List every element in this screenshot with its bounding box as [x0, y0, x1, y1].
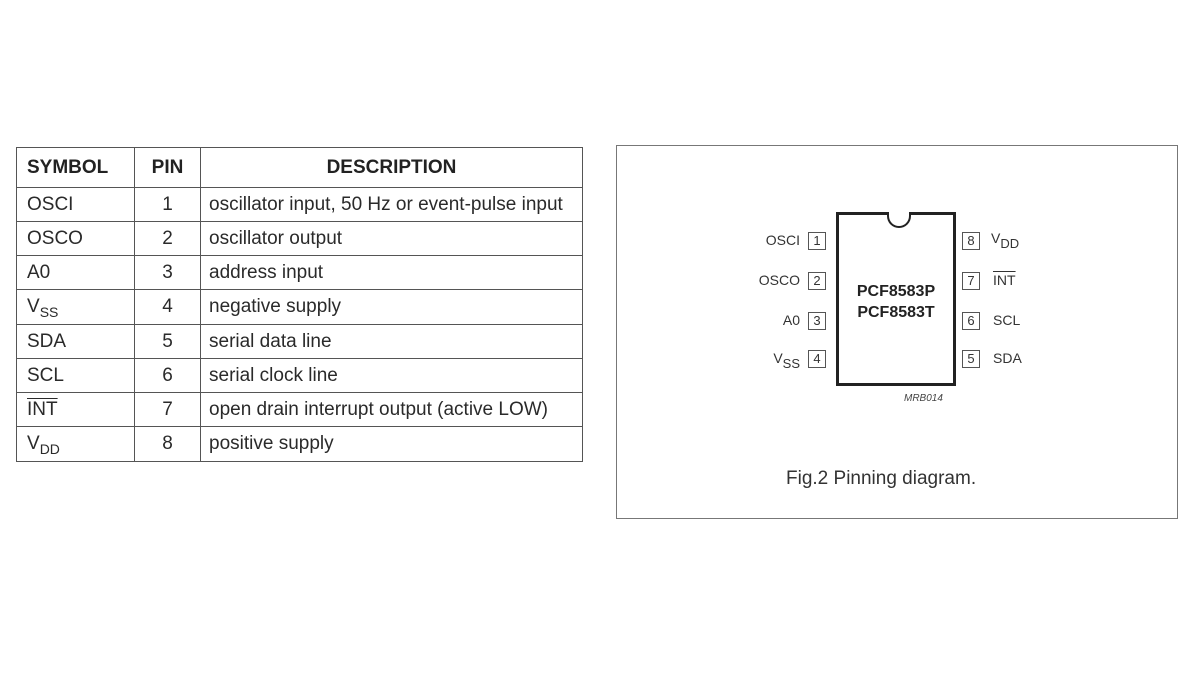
header-description: DESCRIPTION [201, 148, 583, 188]
pin-cell: 2 [135, 222, 201, 256]
symbol-cell: SDA [17, 325, 135, 359]
pin-cell: 8 [135, 427, 201, 462]
pin-label-a0: A0 [782, 312, 800, 328]
pin-cell: 4 [135, 290, 201, 325]
symbol-cell: OSCO [17, 222, 135, 256]
pin-label-vss [740, 350, 800, 371]
pin-label-osco: OSCO [758, 272, 800, 288]
pin-number-1: 1 [808, 232, 826, 250]
header-symbol: SYMBOL [17, 148, 135, 188]
symbol-subscript: SS [39, 304, 59, 320]
description-cell: positive supply [201, 427, 583, 462]
pin-number-3: 3 [808, 312, 826, 330]
pin-number-2: 2 [808, 272, 826, 290]
pin-label-subscript: DD [1000, 236, 1020, 251]
pin-cell: 1 [135, 188, 201, 222]
pinning-diagram-figure [616, 145, 1178, 519]
pin-label-main: V [773, 350, 783, 366]
pin-number-7: 7 [962, 272, 980, 290]
table-row [17, 427, 583, 462]
pin-label-scl: SCL [993, 312, 1021, 328]
pin-number-6: 6 [962, 312, 980, 330]
table-row [17, 359, 583, 393]
table-row [17, 393, 583, 427]
table-row [17, 325, 583, 359]
symbol-cell: A0 [17, 256, 135, 290]
table-row [17, 188, 583, 222]
pin-cell: 7 [135, 393, 201, 427]
table-header-row [17, 148, 583, 188]
pin-label-subscript: SS [782, 356, 800, 371]
description-cell: oscillator input, 50 Hz or event-pulse input [201, 188, 583, 222]
pin-label-vdd [991, 230, 1020, 251]
description-cell: oscillator output [201, 222, 583, 256]
symbol-main: V [27, 296, 40, 317]
description-cell: serial clock line [201, 359, 583, 393]
pin-number-4: 4 [808, 350, 826, 368]
symbol-cell [17, 427, 135, 462]
part-number-t: PCF8583T [857, 304, 935, 321]
symbol-cell: SCL [17, 359, 135, 393]
symbol-main: V [27, 433, 40, 454]
description-cell: negative supply [201, 290, 583, 325]
pin-cell: 3 [135, 256, 201, 290]
pin-cell: 5 [135, 325, 201, 359]
figure-code: MRB014 [904, 393, 943, 404]
pin-number-5: 5 [962, 350, 980, 368]
description-cell: address input [201, 256, 583, 290]
pin-description-table [16, 147, 583, 462]
pin-label-int: $\overline{INT}$ [993, 272, 1016, 288]
table-row [17, 290, 583, 325]
pin-cell: 6 [135, 359, 201, 393]
ic-package [836, 212, 956, 386]
header-pin: PIN [135, 148, 201, 188]
symbol-cell [17, 290, 135, 325]
symbol-cell [17, 393, 135, 427]
pin-label-main: V [991, 230, 1001, 246]
pin-label-osci: OSCI [765, 232, 800, 248]
part-number-p: PCF8583P [856, 283, 936, 300]
description-cell: open drain interrupt output (active LOW) [201, 393, 583, 427]
symbol-subscript: DD [39, 441, 60, 457]
table-row [17, 256, 583, 290]
description-cell: serial data line [201, 325, 583, 359]
figure-caption: Fig.2 Pinning diagram. [786, 468, 977, 489]
symbol-overlined: $\overline{INT}$ [27, 399, 58, 420]
pin-label-sda: SDA [993, 350, 1022, 366]
table-row [17, 222, 583, 256]
symbol-cell: OSCI [17, 188, 135, 222]
ic-notch [887, 212, 911, 228]
pin-number-8: 8 [962, 232, 980, 250]
